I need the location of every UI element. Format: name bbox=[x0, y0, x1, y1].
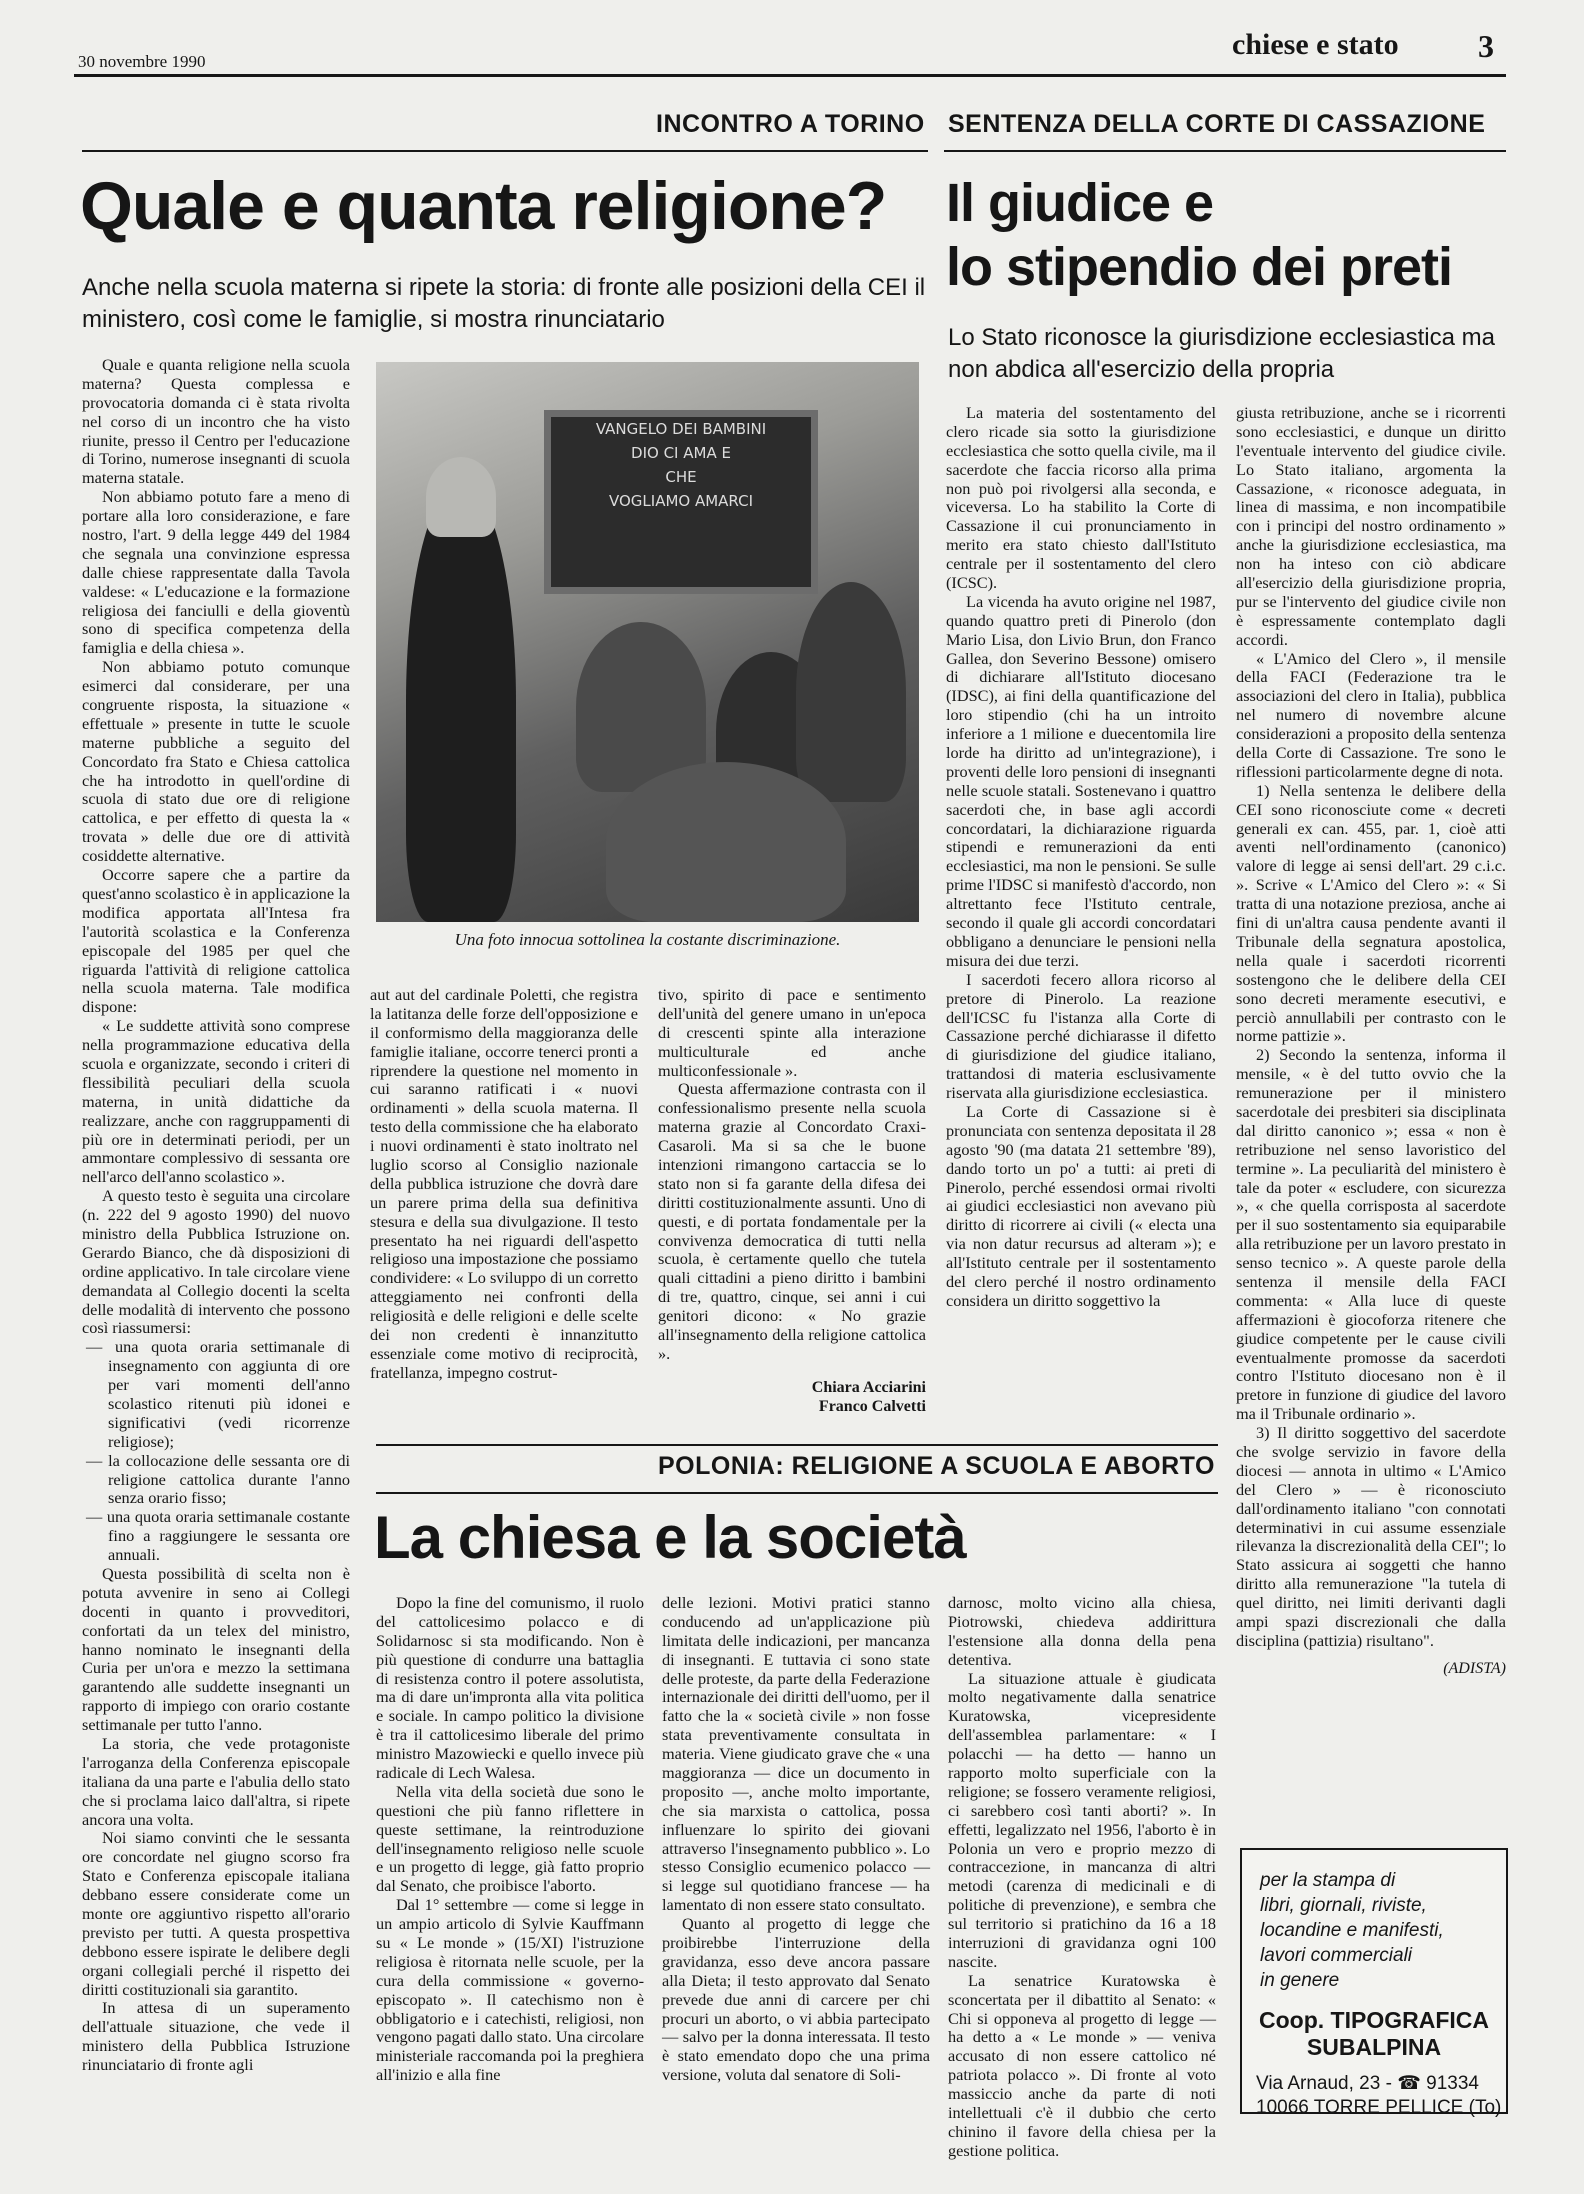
list-item: — la collocazione delle sessanta ore di religione cattolica durante l'anno senza orario fisso; bbox=[108, 1452, 350, 1509]
header-rule bbox=[74, 74, 1506, 77]
art3-column-3 bbox=[948, 1594, 1216, 2161]
classroom-photo bbox=[376, 362, 919, 922]
art2-column-2 bbox=[1236, 404, 1506, 1678]
paragraph: Questa affermazione contrasta con il confessionalismo presente nella scuola materna grazie al Concordato Craxi-Casaroli. Ma si sa che le buone intenzioni rimangono cartaccia se lo stato non si fa garante della difesa dei diritti costituzionalmente assunti. Uno di questi, e di portata fondamentale per la convivenza democratica di tutti nella scuola, è certamente quello che tutela quali cittadini a pieno diritto i bambini di tre, quattro, cinque, sei anni i cui genitori dicono: « No grazie all'insegnamento della religione cattolica ». bbox=[658, 1079, 926, 1363]
art3-rule bbox=[376, 1492, 1218, 1494]
paragraph: Quanto al progetto di legge che proibirebbe l'interruzione della gravidanza, esso deve ancora passare alla Dieta; il testo approvato dal Senato prevede due anni di carcere per chi procuri un aborto, o vi abbia partecipato — salvo per la donna interessata. Il testo è stato emendato dopo che una prima versione, voluta dal senatore di Soli- bbox=[662, 1914, 930, 2085]
chalkboard-text: CHE bbox=[665, 468, 697, 486]
ad-company-line: SUBALPINA bbox=[1306, 2033, 1442, 2060]
ad-address-line: Via Arnaud, 23 - ☎ 91334 bbox=[1256, 2073, 1479, 2095]
paragraph: Occorre sapere che a partire da quest'anno scolastico è in applicazione la modifica apportata all'Intesa fra l'autorità scolastica e la Conferenza episcopale del 1985 per quel che riguarda l'attività di religione cattolica nella scuola materna. Tale modifica dispone: bbox=[82, 865, 350, 1017]
art2-subtitle: Lo Stato riconosce la giurisdizione ecclesiastica ma non abdica all'esercizio della propria bbox=[948, 324, 1495, 384]
paragraph: Questa possibilità di scelta non è potuta avvenire in seno ai Collegi docenti in quanto i provveditori, confortati da un telex del ministro, hanno nominato le insegnanti della Curia per un'ora e mezzo la settimana garantendo alle suddette insegnanti un rapporto di impiego con orario costante settimanale per tutto l'anno. bbox=[82, 1564, 350, 1735]
paragraph: La Corte di Cassazione si è pronunciata con sentenza depositata il 28 agosto '90 (ma datata 21 settembre '89), dando torto un po' a tutti: ai preti di Pinerolo, perché essendosi ormai rivolti ai giudici ecclesiastici non avevano più diritto di ricorrere ai civili (« electa una via non datur recursus ad alteram »); e all'Istituto centrale per il sostentamento del clero perché il nostro ordinamento considera un diritto soggettivo la bbox=[946, 1101, 1216, 1310]
paragraph: « Le suddette attività sono comprese nella programmazione educativa della scuola e organizzate, secondo i criteri di flessibilità peculiari della scuola materna, in unità didattiche da realizzare, anche con raggruppamenti di più ore in determinati periodi, per un ammontare complessivo di sessanta ore nell'arco dell'anno scolastico ». bbox=[82, 1016, 350, 1187]
art2-title-line: Il giudice e bbox=[946, 173, 1214, 233]
art1-subtitle: Anche nella scuola materna si ripete la storia: di fronte alle posizioni della CEI il ministero, così come le famiglie, si mostra rinunciatario bbox=[82, 274, 926, 334]
page-number: 3 bbox=[1478, 28, 1494, 64]
ad-line: lavori commerciali bbox=[1260, 1945, 1413, 1967]
chalkboard bbox=[544, 410, 818, 594]
child-figure bbox=[796, 582, 906, 802]
print-shop-advertisement bbox=[1240, 1848, 1508, 2119]
art3-title: La chiesa e la società bbox=[374, 1504, 966, 1571]
paragraph: La storia, che vede protagoniste l'arroganza della Conferenza episcopale italiana da una parte e l'abulia dello stato che si proclama laico dall'altra, si ripete ancora una volta. bbox=[82, 1734, 350, 1829]
ad-services bbox=[1242, 1850, 1506, 1993]
author-name: Franco Calvetti bbox=[818, 1398, 926, 1415]
art1-column-2 bbox=[370, 986, 638, 1383]
ad-line: in genere bbox=[1260, 1970, 1340, 1992]
chalkboard-text: VOGLIAMO AMARCI bbox=[608, 492, 754, 510]
art1-rule bbox=[82, 150, 928, 152]
art1-signature bbox=[658, 1378, 926, 1416]
paragraph: Dal 1° settembre — come si legge in un ampio articolo di Sylvie Kauffmann su « Le monde » (15/XI) l'istruzione religiosa è ritornata nelle scuole, per la cura della commissione « governo-episcopato ». Il catechismo non è obbligatorio e i catechisti, religiosi, non vengono pagati dallo stato. Una circolare ministeriale raccomanda poi la preghiera all'inizio e alla fine bbox=[376, 1895, 644, 2085]
art2-title-line: lo stipendio dei preti bbox=[946, 236, 1453, 297]
paragraph: 1) Nella sentenza le delibere della CEI sono riconosciute come « decreti generali ex can. 455, par. 1, cioè atti aventi nell'ordinamento (canonico) valore di legge ai sensi dell'art. 29 c.i.c. ». Scrive « L'Amico del Clero »: « Si tratta di una notazione preziosa, anche ai fini di un'altra causa pendente avanti il Tribunale della segnatura apostolica, nella quale i sacerdoti ricorrenti sostengono che le delibere della CEI sono decreti meramente esecutivi, e perciò annullabili per contrasto con le norme pattizie ». bbox=[1236, 780, 1506, 1046]
paragraph: aut aut del cardinale Poletti, che registra la latitanza delle forze dell'opposizione e il conformismo della maggioranza delle famiglie italiane, occorre tenerci pronti a riprendere la questione nel momento in cui saranno ratificati i « nuovi ordinamenti » della scuola materna. Il testo della commissione che ha elaborato i nuovi ordinamenti è stato inoltrato nel luglio scorso al Consiglio nazionale della pubblica istruzione che dovrà dare un parere prima della sua definitiva stesura e della sua divulgazione. Il testo presentato ha nei riguardi dell'aspetto religioso una impostazione che possiamo condividere: « Lo sviluppo di un corretto atteggiamento nei confronti della religiosità e delle religioni e delle scelte dei non credenti è innanzitutto essenziale come motivo di reciprocità, fratellanza, impegno costrut- bbox=[370, 985, 638, 1382]
paragraph: Quale e quanta religione nella scuola materna? Questa complessa e provocatoria domanda ci è stata rivolta nel corso di un incontro che ha visto riunite, presso il Centro per l'educazione di Torino, numerose insegnanti di scuola materna statale. bbox=[82, 355, 350, 488]
art2-kicker: SENTENZA DELLA CORTE DI CASSAZIONE bbox=[948, 110, 1486, 138]
issue-date: 30 novembre 1990 bbox=[78, 52, 206, 71]
paragraph: Nella vita della società due sono le questioni che più fanno riflettere in queste settimane, la reintroduzione dell'insegnamento religioso nelle scuole e un progetto di legge, già fatto proprio dal Senato, che proibisce l'aborto. bbox=[376, 1781, 644, 1896]
paragraph: darnosc, molto vicino alla chiesa, Piotrowski, chiedeva addirittura l'estensione alla donna della pena detentiva. bbox=[948, 1593, 1216, 1669]
art1-column-3 bbox=[658, 986, 926, 1416]
art1-column-1 bbox=[82, 356, 350, 2075]
chalkboard-text: DIO CI AMA E bbox=[631, 444, 731, 462]
ad-company bbox=[1242, 2007, 1506, 2060]
list-item: — una quota oraria settimanale costante fino a raggiungere le sessanta ore annuali. bbox=[108, 1508, 350, 1565]
ad-address-line: 10066 TORRE PELLICE (To) bbox=[1256, 2097, 1502, 2119]
ad-company-line: Coop. TIPOGRAFICA bbox=[1259, 2007, 1489, 2034]
author-name: Chiara Acciarini bbox=[811, 1378, 926, 1396]
paragraph: tivo, spirito di pace e sentimento dell'unità del genere umano in un'epoca di crescenti spinte alla interazione multiculturale ed anche multiconfessionale ». bbox=[658, 985, 926, 1080]
children-group bbox=[606, 762, 846, 922]
paragraph: giusta retribuzione, anche se i ricorrenti sono ecclesiastici, e dunque un diritto l'eventuale intervento del giudice civile. Lo Stato italiano, argomenta la Cassazione, « riconosce adeguata, in linea di massima, e non incompatibile con i principi del nostro ordinamento » anche la giurisdizione ecclesiastica, ma non ha inteso con ciò abdicare all'esercizio della giurisdizione propria, pur se l'intervento del giudice civile non è espressamente contemplato dagli accordi. bbox=[1236, 403, 1506, 649]
art3-kicker: POLONIA: RELIGIONE A SCUOLA E ABORTO bbox=[658, 1452, 1215, 1480]
ad-line: libri, giornali, riviste, bbox=[1260, 1895, 1427, 1917]
ad-address bbox=[1242, 2060, 1506, 2120]
art3-top-rule bbox=[376, 1444, 1218, 1446]
paragraph: « L'Amico del Clero », il mensile della FACI (Federazione tra le associazioni del clero in Italia), pubblica nel numero di novembre alcune considerazioni a proposito della sentenza della Corte di Cassazione. Tre sono le riflessioni particolarmente degne di nota. bbox=[1236, 648, 1506, 781]
ad-line: per la stampa di bbox=[1260, 1870, 1396, 1891]
paragraph: Dopo la fine del comunismo, il ruolo del cattolicesimo polacco e di Solidarnosc si sta modificando. Non è più questione di condurre una battaglia di resistenza contro il potere assolutista, ma di dare un'impronta alla vita politica e sociale. In campo politico la divisione è tra il cattolicesimo liberale del primo ministro Mazowiecki e quello invece più radicale di Lech Walesa. bbox=[376, 1593, 644, 1783]
paragraph: In attesa di un superamento dell'attuale situazione, che vede il ministero della Pubblica Istruzione rinunciatario di fronte agli bbox=[82, 1998, 350, 2075]
art2-title bbox=[946, 172, 1452, 299]
paragraph: I sacerdoti fecero allora ricorso al pretore di Pinerolo. La reazione dell'ICSC fu l'istanza alla Corte di Cassazione perché dichiarasse il difetto di giurisdizione del giudice italiano, trattandosi di materia esclusivamente riservata alla giurisdizione ecclesiastica. bbox=[946, 969, 1216, 1103]
paragraph: 3) Il diritto soggettivo del sacerdote che svolge servizio in favore della diocesi — annota in ultimo « L'Amico del Clero » — è riconosciuto dall'ordinamento italiano "con connotati determinativi in cui assume essenziale rilevanza la discrezionalità della CEI"; lo Stato assicura ai soggetti che hanno diritto alla remunerazione "la tutela di quel diritto, nei limiti derivanti dagli ampi spazi discrezionali che dalla disciplina (pattizia) risultano". bbox=[1236, 1423, 1506, 1650]
paragraph: Non abbiamo potuto fare a meno di portare alla loro considerazione, e fare nostro, l'art. 9 della legge 449 del 1984 che segnala una convinzione espressa dalle chiese rappresentate dalla Tavola valdese: « L'educazione e la formazione religiosa dei fanciulli e della gioventù sono di specifica competenza della famiglia e della chiesa ». bbox=[82, 487, 350, 658]
art1-title: Quale e quanta religione? bbox=[80, 168, 887, 244]
art3-column-2 bbox=[662, 1594, 930, 2085]
art2-rule bbox=[944, 150, 1506, 152]
priest-figure bbox=[406, 482, 516, 922]
paragraph: 2) Secondo la sentenza, informa il mensile, « è del tutto ovvio che la remunerazione per il ministero sacerdotale dei presbiteri sia disciplinata dal diritto canonico »; essa « non è retribuzione nel senso lavoristico del termine ». La peculiarità del ministero è tale da poter « escludere, con sicurezza », « che quella corrisposta al sacerdote per il suo sostentamento sia equiparabile alla retribuzione per un lavoro prestato in senso tecnico ». A queste parole della sentenza il mensile della FACI commenta: « Alla luce di queste affermazioni è giocoforza ritenere che giudice competente per le cause civili eventualmente promosse da sacerdoti contro l'Istituto diocesano non è il pretore in funzione di giudice del lavoro ma il Tribunale ordinario ». bbox=[1236, 1045, 1506, 1424]
paragraph: La vicenda ha avuto origine nel 1987, quando quattro preti di Pinerolo (don Mario Lisa, don Livio Brun, don Franco Gallea, don Severino Bessone) omisero di dichiarare all'Istituto diocesano (IDSC), ai fini della quantificazione del loro stipendio (chi ha un introito inferiore a 1 milione e duecentomila lire lorde ha diritto ad un'integrazione), i proventi delle loro pensioni di insegnanti nelle scuole statali. Sostenevano i quattro sacerdoti che, in base agli accordi concordatari, la dichiarazione riguarda stipendi e remunerazioni da enti ecclesiastici, ma non le pensioni. Se sulle prime l'IDSC si manifestò d'accordo, non altrettanto fece l'Istituto centrale, secondo il quale gli accordi concordatari obbligano a denunciare le pensioni nella misura dei due terzi. bbox=[946, 591, 1216, 970]
list-item: — una quota oraria settimanale di insegnamento con aggiunta di ore per vari momenti dell'anno scolastico ritenuti più idonei e significativi (vedi ricorrenze religiose); bbox=[108, 1338, 350, 1451]
ad-line: locandine e manifesti, bbox=[1260, 1920, 1444, 1942]
paragraph: Noi siamo convinti che le sessanta ore concordate nel giugno scorso fra Stato e Conferenza episcopale italiana debbano essere considerate come un monte ore aggiuntivo rispetto all'orario previsto per tutti. A questa prospettiva debbono essere ispirate le delibere degli organi collegiali perché il rispetto dei diritti costituzionali sia garantito. bbox=[82, 1828, 350, 1999]
art2-column-1 bbox=[946, 404, 1216, 1311]
paragraph: delle lezioni. Motivi pratici stanno conducendo ad un'applicazione più limitata delle indicazioni, per mancanza di insegnanti. E tuttavia ci sono state delle proteste, da parte della Federazione internazionale dei diritti dell'uomo, per il fatto che la « società civile » non fosse stata preventivamente consultata in materia. Viene giudicato grave che « una maggioranza — dice un documento in proposito —, anche molto importante, che sia marxista o cattolica, possa influenzare lo spirito dei giovani attraverso l'insegnamento pubblico ». Lo stesso Consiglio ecumenico polacco — si legge sul quotidiano francese — ha lamentato di non essere stato consultato. bbox=[662, 1593, 930, 1915]
photo-caption: Una foto innocua sottolinea la costante discriminazione. bbox=[454, 930, 841, 949]
paragraph: La situazione attuale è giudicata molto negativamente dalla senatrice Kuratowska, vicepresidente dell'assemblea parlamentare: « I polacchi — ha detto — hanno un rapporto molto superficiale con la religione; se fossero veramente religiosi, ci sarebbero così tanti aborti? ». In effetti, legalizzato nel 1956, l'aborto è in Polonia un vero e proprio mezzo di contraccezione, in mancanza di altri metodi (carenza di medicinali e di politiche di prevenzione), e sembra che sul territorio si pratichino da 16 a 18 interruzioni di gravidanza ogni 100 nascite. bbox=[948, 1668, 1216, 1971]
paragraph: A questo testo è seguita una circolare (n. 222 del 9 agosto 1990) del nuovo ministro della Pubblica Istruzione on. Gerardo Bianco, che dà disposizioni di ordine applicativo. In tale circolare viene demandata al Collegio docenti la scelta delle modalità di intervento che possono così riassumersi: bbox=[82, 1186, 350, 1338]
modality-list bbox=[82, 1338, 350, 1565]
chalkboard-text: VANGELO DEI BAMBINI bbox=[595, 420, 767, 438]
art2-signature: (ADISTA) bbox=[1443, 1659, 1506, 1677]
priest-head bbox=[426, 457, 496, 537]
paragraph: La senatrice Kuratowska è sconcertata per il dibattito al Senato: « Chi si opponeva al progetto di legge — ha detto a « Le monde » — veniva accusato di non essere cattolico né patriota polacco ». Di fronte al voto massiccio anche da parte di noti intellettuali c'è il dubbio che certo chinino il favore della chiesa per la gestione politica. bbox=[948, 1970, 1216, 2160]
art1-kicker: INCONTRO A TORINO bbox=[656, 110, 925, 138]
paragraph: Non abbiamo potuto comunque esimerci dal considerare, per una congruente risposta, la situazione « effettuale » presente in tutte le scuole materne pubbliche a seguito del Concordato fra Stato e Chiesa cattolica che ha introdotto in quell'ordine di scuola di stato due ore di religione cattolica, e per effetto di questa la « trovata » delle due ore di attività cosiddette alternative. bbox=[82, 657, 350, 866]
art3-column-1 bbox=[376, 1594, 644, 2085]
paragraph: La materia del sostentamento del clero ricade sia sotto la giurisdizione ecclesiastica che sotto quella civile, ma il sacerdote che faccia ricorso alla prima non può poi rivolgersi alla seconda, e viceversa. Lo ha stabilito la Corte di Cassazione il cui pronunciamento in merito era stato chiesto dall'Istituto centrale per il sostentamento del clero (ICSC). bbox=[946, 403, 1216, 593]
section-name: chiese e stato bbox=[1232, 28, 1399, 61]
